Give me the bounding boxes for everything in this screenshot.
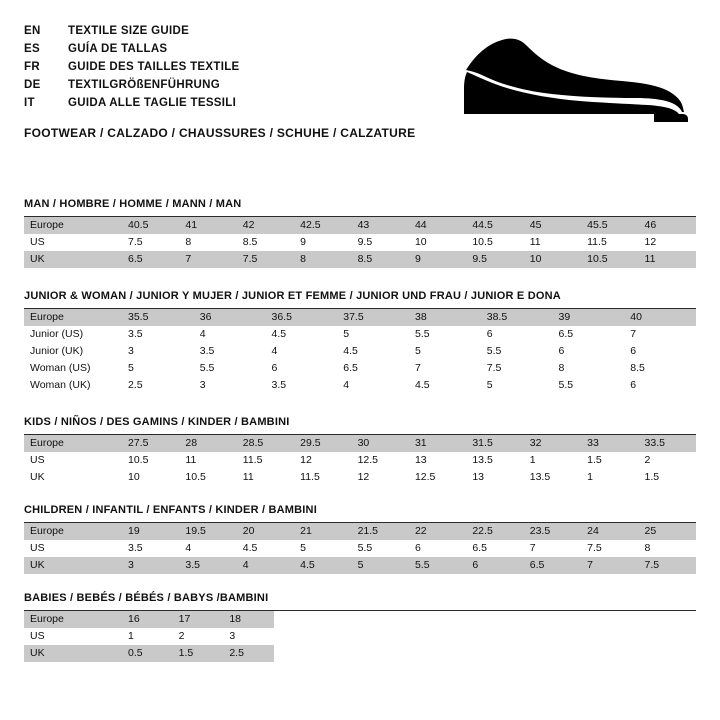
table-row xyxy=(24,628,274,645)
cell: 4.5 xyxy=(242,542,258,554)
row-label: US xyxy=(30,236,45,248)
language-row xyxy=(24,58,240,76)
language-row xyxy=(24,22,240,40)
cell: 8.5 xyxy=(630,362,645,374)
cell: 6.5 xyxy=(343,362,358,374)
cell: 20 xyxy=(237,523,294,540)
row-label: Junior (UK) xyxy=(30,345,84,357)
cell: 3.5 xyxy=(271,379,287,391)
cell: 41 xyxy=(179,217,236,234)
row-label: Woman (US) xyxy=(30,362,91,374)
cell: 7.5 xyxy=(639,557,696,574)
cell: 19.5 xyxy=(179,523,236,540)
cell: 6 xyxy=(271,362,278,374)
cell: 7 xyxy=(415,362,421,374)
language-row xyxy=(24,94,240,112)
table-row xyxy=(24,234,696,251)
cell: 7 xyxy=(630,328,637,340)
cell: 11 xyxy=(185,454,197,466)
cell: 10 xyxy=(524,251,581,268)
cell: 12.5 xyxy=(414,471,436,483)
table-row xyxy=(24,435,696,452)
table-row xyxy=(24,611,274,628)
table-row xyxy=(24,343,696,360)
cell: 9 xyxy=(409,251,466,268)
cell: 6.5 xyxy=(122,251,179,268)
cell: 19 xyxy=(122,523,179,540)
cell: 1 xyxy=(529,454,536,466)
cell: 6.5 xyxy=(524,557,581,574)
cell: 1.5 xyxy=(173,645,224,662)
cell: 11.5 xyxy=(242,454,263,466)
cell: 1.5 xyxy=(587,454,602,466)
cell: 7 xyxy=(529,542,536,554)
cell: 11.5 xyxy=(300,471,320,483)
language-title: GUIDA ALLE TAGLIE TESSILI xyxy=(68,96,237,109)
section-title: JUNIOR & WOMAN / JUNIOR Y MUJER / JUNIOR ET FEMME / JUNIOR UND FRAU / JUNIOR E DONA xyxy=(24,290,696,309)
cell: 4 xyxy=(185,542,192,554)
cell: 3.5 xyxy=(199,345,215,357)
cell: 17 xyxy=(173,611,224,628)
cell: 32 xyxy=(524,435,581,452)
cell: 4.5 xyxy=(415,379,430,391)
cell: 2 xyxy=(178,630,185,642)
cell: 5 xyxy=(415,345,421,357)
cell: 28 xyxy=(179,435,236,452)
cell: 33.5 xyxy=(639,435,696,452)
table-row xyxy=(24,217,696,234)
cell: 38.5 xyxy=(481,309,553,326)
cell: 31.5 xyxy=(466,435,523,452)
language-title: GUIDE DES TAILLES TEXTILE xyxy=(68,60,240,73)
language-code: ES xyxy=(24,42,40,55)
section-title: CHILDREN / INFANTIL / ENFANTS / KINDER / BAMBINI xyxy=(24,504,696,523)
category-line: FOOTWEAR / CALZADO / CHAUSSURES / SCHUHE / CALZATURE xyxy=(24,126,416,140)
language-code: DE xyxy=(24,78,41,91)
table-row xyxy=(24,645,274,662)
cell: 30 xyxy=(352,435,409,452)
language-title: TEXTILGRÖßENFÜHRUNG xyxy=(68,78,220,91)
cell: 21.5 xyxy=(352,523,409,540)
cell: 23.5 xyxy=(524,523,581,540)
cell: 10.5 xyxy=(581,251,638,268)
cell: 11 xyxy=(242,471,254,483)
cell: 12 xyxy=(644,236,657,248)
section-babies xyxy=(24,592,696,662)
cell: 0.5 xyxy=(122,645,173,662)
row-label: UK xyxy=(24,557,122,574)
cell: 5 xyxy=(343,328,350,340)
cell: 10.5 xyxy=(472,236,493,248)
cell: 2.5 xyxy=(223,645,274,662)
row-label: US xyxy=(30,542,45,554)
language-code: IT xyxy=(24,96,35,109)
cell: 10.5 xyxy=(128,454,149,466)
section-junior-woman xyxy=(24,290,696,394)
cell: 31 xyxy=(409,435,466,452)
section-kids xyxy=(24,416,696,486)
cell: 25 xyxy=(639,523,696,540)
table-row xyxy=(24,377,696,394)
cell: 42 xyxy=(237,217,294,234)
cell: 13.5 xyxy=(529,471,551,483)
language-title: TEXTILE SIZE GUIDE xyxy=(68,24,190,37)
section-title: BABIES / BEBÉS / BÉBÉS / BABYS /BAMBINI xyxy=(24,592,696,611)
cell: 3 xyxy=(128,345,134,357)
dress-shoe-icon xyxy=(458,26,698,136)
cell: 11 xyxy=(639,251,696,268)
cell: 8 xyxy=(558,362,565,374)
row-label: US xyxy=(30,630,45,642)
cell: 3.5 xyxy=(128,328,143,340)
cell: 5.5 xyxy=(558,379,574,391)
table-row xyxy=(24,326,696,343)
cell: 6 xyxy=(414,542,421,554)
cell: 5.5 xyxy=(486,345,502,357)
cell: 36 xyxy=(194,309,266,326)
cell: 24 xyxy=(581,523,638,540)
section-title: KIDS / NIÑOS / DES GAMINS / KINDER / BAMBINI xyxy=(24,416,696,435)
row-label: UK xyxy=(24,645,122,662)
table-row xyxy=(24,251,696,268)
cell: 6.5 xyxy=(558,328,574,340)
section-title: MAN / HOMBRE / HOMME / MANN / MAN xyxy=(24,198,696,217)
cell: 42.5 xyxy=(294,217,351,234)
cell: 4 xyxy=(343,379,350,391)
cell: 4 xyxy=(199,328,206,340)
cell: 22.5 xyxy=(466,523,523,540)
cell: 5.5 xyxy=(199,362,215,374)
section-man xyxy=(24,198,696,268)
cell: 4.5 xyxy=(343,345,358,357)
row-label: Europe xyxy=(24,611,122,628)
cell: 3.5 xyxy=(179,557,236,574)
table-row xyxy=(24,557,696,574)
cell: 37.5 xyxy=(337,309,409,326)
cell: 2.5 xyxy=(128,379,143,391)
cell: 8.5 xyxy=(352,251,409,268)
cell: 9.5 xyxy=(357,236,373,248)
cell: 5.5 xyxy=(415,328,430,340)
language-title-list xyxy=(24,22,240,112)
cell: 10 xyxy=(128,471,140,483)
cell: 11 xyxy=(529,236,541,248)
cell: 5.5 xyxy=(357,542,373,554)
cell: 29.5 xyxy=(294,435,351,452)
cell: 7.5 xyxy=(587,542,602,554)
cell: 7.5 xyxy=(486,362,502,374)
cell: 12 xyxy=(357,471,370,483)
cell: 7 xyxy=(581,557,638,574)
cell: 38 xyxy=(409,309,481,326)
cell: 7 xyxy=(179,251,236,268)
cell: 4.5 xyxy=(294,557,351,574)
cell: 35.5 xyxy=(122,309,194,326)
cell: 8 xyxy=(294,251,351,268)
row-label: US xyxy=(30,454,45,466)
document-header xyxy=(24,22,696,142)
row-label: Woman (UK) xyxy=(30,379,91,391)
cell: 6 xyxy=(630,379,637,391)
table-row xyxy=(24,360,696,377)
cell: 16 xyxy=(122,611,173,628)
cell: 4 xyxy=(237,557,294,574)
cell: 27.5 xyxy=(122,435,179,452)
cell: 6 xyxy=(558,345,565,357)
cell: 33 xyxy=(581,435,638,452)
cell: 28.5 xyxy=(237,435,294,452)
cell: 1 xyxy=(587,471,593,483)
cell: 12 xyxy=(300,454,312,466)
section-children xyxy=(24,504,696,574)
cell: 13 xyxy=(472,471,485,483)
size-table-junior-woman xyxy=(24,309,696,394)
cell: 7.5 xyxy=(237,251,294,268)
row-label: UK xyxy=(30,471,45,483)
cell: 8 xyxy=(185,236,192,248)
cell: 18 xyxy=(223,611,274,628)
cell: 4 xyxy=(271,345,278,357)
cell: 6 xyxy=(466,557,523,574)
cell: 8.5 xyxy=(242,236,258,248)
row-label: Europe xyxy=(24,523,122,540)
cell: 11.5 xyxy=(587,236,607,248)
row-label: UK xyxy=(24,251,122,268)
language-code: FR xyxy=(24,60,40,73)
cell: 6 xyxy=(486,328,493,340)
row-label: Europe xyxy=(24,435,122,452)
cell: 5 xyxy=(352,557,409,574)
cell: 4.5 xyxy=(271,328,287,340)
language-title: GUÍA DE TALLAS xyxy=(68,42,168,55)
cell: 21 xyxy=(294,523,351,540)
table-row xyxy=(24,452,696,469)
cell: 43 xyxy=(352,217,409,234)
cell: 36.5 xyxy=(266,309,338,326)
cell: 12.5 xyxy=(357,454,378,466)
cell: 22 xyxy=(409,523,466,540)
row-label: Junior (US) xyxy=(30,328,84,340)
cell: 10.5 xyxy=(185,471,206,483)
size-table-children xyxy=(24,523,696,574)
cell: 5 xyxy=(486,379,493,391)
cell: 10 xyxy=(414,236,427,248)
cell: 5 xyxy=(128,362,134,374)
row-label: Europe xyxy=(24,217,122,234)
cell: 7.5 xyxy=(128,236,143,248)
cell: 5.5 xyxy=(409,557,466,574)
cell: 45.5 xyxy=(581,217,638,234)
cell: 44.5 xyxy=(466,217,523,234)
cell: 45 xyxy=(524,217,581,234)
cell: 9 xyxy=(300,236,307,248)
cell: 46 xyxy=(639,217,696,234)
language-row xyxy=(24,40,240,58)
cell: 1 xyxy=(128,630,134,642)
cell: 6.5 xyxy=(472,542,487,554)
cell: 3 xyxy=(199,379,206,391)
size-table-kids xyxy=(24,435,696,486)
cell: 8 xyxy=(644,542,651,554)
cell: 3.5 xyxy=(128,542,143,554)
cell: 3 xyxy=(122,557,179,574)
row-label: Europe xyxy=(24,309,122,326)
cell: 2 xyxy=(644,454,651,466)
table-row xyxy=(24,469,696,486)
cell: 44 xyxy=(409,217,466,234)
cell: 9.5 xyxy=(466,251,523,268)
table-row xyxy=(24,540,696,557)
cell: 13 xyxy=(414,454,427,466)
cell: 40 xyxy=(624,309,696,326)
cell: 6 xyxy=(630,345,637,357)
cell: 13.5 xyxy=(472,454,493,466)
table-row xyxy=(24,309,696,326)
cell: 1.5 xyxy=(644,471,660,483)
cell: 3 xyxy=(229,630,236,642)
cell: 40.5 xyxy=(122,217,179,234)
size-table-man xyxy=(24,217,696,268)
cell: 5 xyxy=(300,542,307,554)
table-row xyxy=(24,523,696,540)
language-row xyxy=(24,76,240,94)
size-table-babies xyxy=(24,611,274,662)
language-code: EN xyxy=(24,24,41,37)
cell: 39 xyxy=(553,309,625,326)
